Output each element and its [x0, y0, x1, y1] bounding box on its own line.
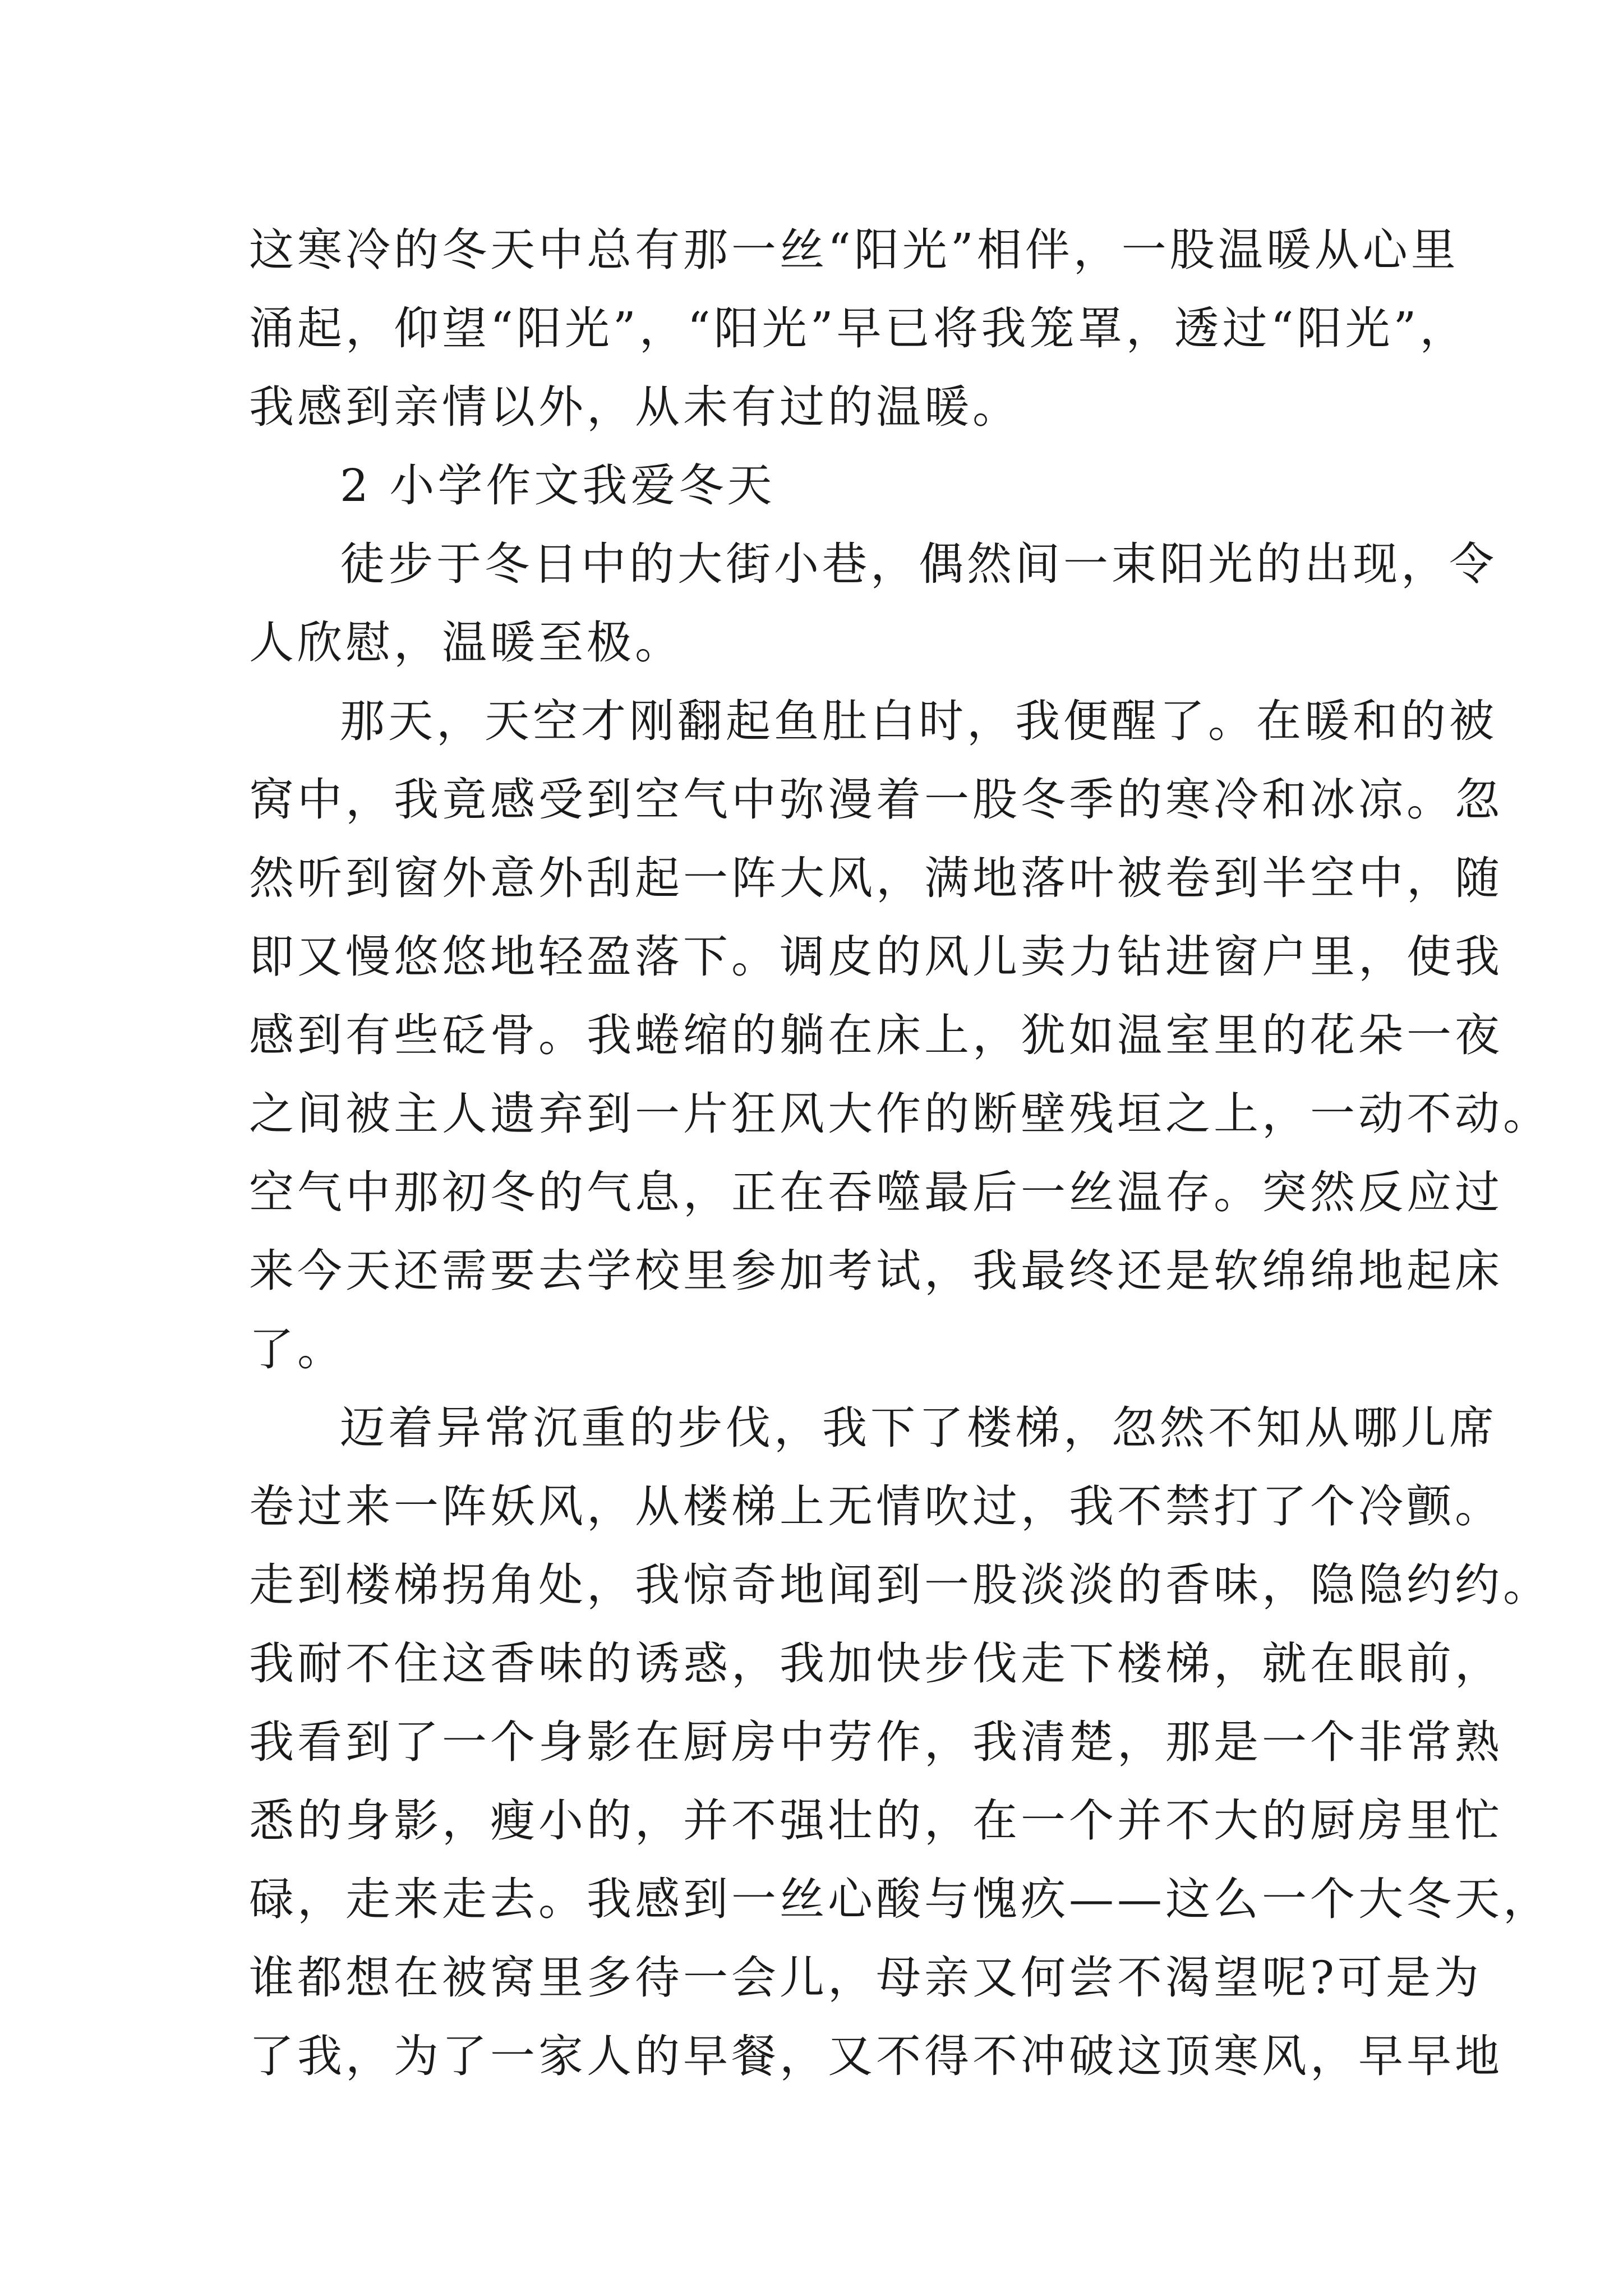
paragraph-line: 了。 [249, 1323, 345, 1375]
paragraph-line: 了我，为了一家人的早餐，又不得不冲破这顶寒风，早早地 [249, 2030, 1503, 2082]
paragraph-line: 我感到亲情以外，从未有过的温暖。 [249, 381, 1021, 433]
paragraph-line: 谁都想在被窝里多待一会儿，母亲又何尝不渴望呢?可是为 [249, 1952, 1482, 2004]
paragraph-line: 窝中，我竟感受到空气中弥漫着一股冬季的寒冷和冰凉。忽 [249, 774, 1503, 826]
paragraph-line: 徒步于冬日中的大街小巷，偶然间一束阳光的出现，令 [340, 538, 1497, 590]
paragraph-line: 即又慢悠悠地轻盈落下。调皮的风儿卖力钻进窗户里，使我 [249, 931, 1503, 983]
paragraph-line: 感到有些砭骨。我蜷缩的躺在床上，犹如温室里的花朵一夜 [249, 1009, 1503, 1061]
paragraph-line: 我看到了一个身影在厨房中劳作，我清楚，那是一个非常熟 [249, 1716, 1503, 1768]
paragraph-line: 人欣慰，温暖至极。 [249, 616, 683, 669]
paragraph-line: 然听到窗外意外刮起一阵大风，满地落叶被卷到半空中，随 [249, 852, 1503, 904]
paragraph-line: 悉的身影，瘦小的，并不强壮的，在一个并不大的厨房里忙 [249, 1795, 1503, 1847]
paragraph-line: 卷过来一阵妖风，从楼梯上无情吹过，我不禁打了个冷颤。 [249, 1480, 1503, 1533]
paragraph-line: 这寒冷的冬天中总有那一丝“阳光”相伴，一股温暖从心里 [249, 224, 1459, 276]
document-body [249, 211, 1551, 2096]
paragraph-line: 来今天还需要去学校里参加考试，我最终还是软绵绵地起床 [249, 1245, 1503, 1297]
paragraph-line: 之间被主人遗弃到一片狂风大作的断壁残垣之上，一动不动。 [249, 1088, 1551, 1140]
section-heading: 2 小学作文我爱冬天 [340, 459, 776, 512]
paragraph-line: 我耐不住这香味的诱惑，我加快步伐走下楼梯，就在眼前， [249, 1637, 1503, 1690]
paragraph-line: 涌起，仰望“阳光”，“阳光”早已将我笼罩，透过“阳光”， [249, 302, 1468, 355]
paragraph-line: 迈着异常沉重的步伐，我下了楼梯，忽然不知从哪儿席 [340, 1402, 1497, 1454]
paragraph-line: 空气中那初冬的气息，正在吞噬最后一丝温存。突然反应过 [249, 1166, 1503, 1218]
paragraph-line: 那天，天空才刚翻起鱼肚白时，我便醒了。在暖和的被 [340, 695, 1497, 747]
paragraph-line: 走到楼梯拐角处，我惊奇地闻到一股淡淡的香味，隐隐约约。 [249, 1559, 1551, 1611]
paragraph-line: 碌，走来走去。我感到一丝心酸与愧疚——这么一个大冬天， [249, 1873, 1551, 1925]
